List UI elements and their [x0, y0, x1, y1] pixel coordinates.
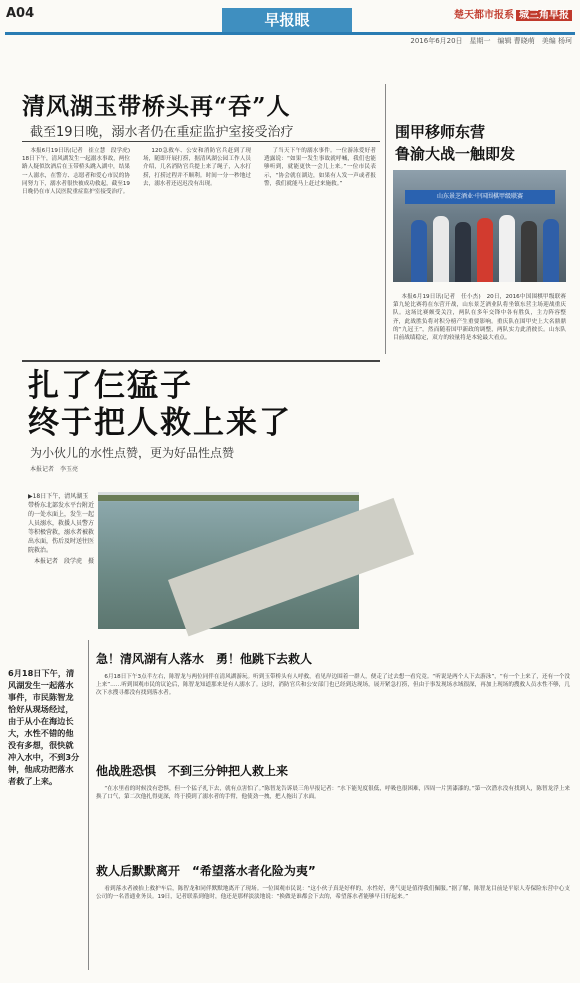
lead-column-1: 本报6月19日讯(记者 崔立慧 段学虎) 18日下午，清风湖发生一起溺水事故，两位路人疑似饮酒后在玉带桥头跳入湖中，结果一人溺水，在警方、志愿者和爱心市民的协同努力下，溺水者很快被成功救起，截至19日晚仍在市人民医院重症监护室接受治疗。 — [22, 148, 136, 196]
dateline: 2016年6月20日 星期一 编辑 曹晓萌 美编 杨珂 — [410, 37, 572, 45]
side-headline-line-2: 鲁渝大战一触即发 — [395, 145, 516, 163]
masthead — [0, 0, 580, 32]
section-heading: 救人后默默离开 “希望落水者化险为夷” — [96, 864, 316, 878]
side-headline-line-1: 围甲移师东营 — [395, 123, 486, 141]
section-heading: 急！清风湖有人落水 勇！他跳下去救人 — [96, 652, 313, 666]
section-body: 6月18日下午3点半左右，陈智龙与两位同伴在清风湖游玩。听到玉带桥头有人呼救，看见岸边围着一群人，便走了过去想一看究竟。“听说是两个人下去游泳”，“有一个上来了，还有一个没上来”……听到围观市民的议论后，陈智龙知道那来是有人溺水了。这时，消防官兵和公安部门也已经到达现场，展开紧急打捞，但由于事发现场水域很深，再加上现场的搜救人员水性不够，几次下水搜寻都没有找到落水者。 — [96, 674, 570, 697]
side-article-body: 本报6月19日讯(记者 任小杰) 20日，2016中国围棋甲级联赛第九轮比赛将在东营开战，山东景芝酒业队将坐镇东营主场迎战重庆队。这场比赛颇受关注，两队在多年交锋中各有胜负，主力阵容整齐，此战胜负将对积分榜产生重要影响。重庆队在围甲史上大名鼎鼎的“九冠王”，然而随着国甲新政的调整，两队实力此消彼长。山东队目前战绩稳定，双方的较量将是本轮最大看点。 — [393, 294, 566, 342]
lead-subheadline: 截至19日晚，溺水者仍在重症监护室接受治疗 — [30, 125, 294, 140]
story-section-3 — [96, 862, 570, 977]
feature-headline — [28, 368, 292, 442]
divider — [22, 360, 380, 362]
feature-subheadline: 为小伙儿的水性点赞，更为好品性点赞 — [30, 446, 235, 460]
team-photo — [393, 170, 566, 282]
lead-column-2: 120急救车、公安和消防官兵赶到了现场，随即开展打捞，据清风湖公园工作人员介绍，几名消防官兵提上来了绳子，入水打捞，打捞过程并不顺利。时间一分一秒地过去，溺水者还迟迟没有出现。 — [143, 148, 251, 187]
column-divider — [88, 640, 89, 970]
left-summary: 6月18日下午，清风湖发生一起落水事件，市民陈智龙恰好从现场经过，由于从小在海边长大，水性不错的他没有多想，很快就冲入水中，不到3分钟，他成功把落水者救了上来。 — [8, 668, 80, 786]
page-number: A04 — [6, 6, 35, 21]
photo-caption-text: ▶18日下午，清风湖玉带桥东北部发水平台附近的一处水面上，发生一起人员溺水，救援人员警方等积极营救，溺水者被救出水面，伤后及时送往医院救治。 — [28, 493, 95, 554]
column-divider — [385, 84, 386, 354]
lead-column-3: 了当天下午的溺水事件。一位游泳爱好者透露说：“如果一发生事故就呼喊，我们也能够听到，就能更快一会儿上来。”一位市民表示，“协会就在湖边，如果有人发一声或者报警，我们就能马上赶过来施救。” — [264, 148, 376, 187]
masthead-rule — [5, 32, 575, 35]
story-section-2 — [96, 762, 570, 845]
brand-name: 楚天都市报系 — [454, 10, 514, 21]
lead-headline: 清风湖玉带桥头再“吞”人 — [22, 93, 291, 120]
story-section-1 — [96, 650, 570, 761]
photo-treeline — [98, 495, 359, 501]
feature-byline: 本报记者 李玉亮 — [30, 466, 79, 473]
section-body: 看到落水者被抬上救护车后，陈智龙和同伴默默地离开了现场。一位围观市民说：“这小伙子真是好样的，水性好，勇气更是值得我们佩服。”据了解，陈智龙目前是平原人寿保险东营中心支公司的一名普通业务员。19日，记者联系到他时，他还是那样淡淡地说：“换做是谁都会下去的，希望落水者能够早日好起来。” — [96, 886, 570, 901]
lake-photo — [98, 492, 359, 629]
photo-pier — [168, 498, 414, 636]
brand-tag: 城三角早报 — [516, 10, 572, 21]
brand-logo — [454, 6, 572, 21]
section-body: “在水里看的时候没有恐惧，但一个猛子扎下去，就有点害怕了。”陈智龙告诉晨三角早报记者：“水下能见度很低，呼吸也很困难，四周一片黑漆漆的。”第一次潜水没有找到人，陈智龙浮上来换了口气，第二次他扎得更深，终于摸到了溺水者的手臂，他使劲一拽，把人拖出了水面。 — [96, 786, 570, 801]
divider — [22, 141, 380, 142]
section-title: 早报眼 — [222, 8, 352, 32]
feature-headline-line-1: 扎了仨猛子 — [28, 368, 193, 404]
photo-credit: 本报记者 段学虎 摄 — [33, 558, 94, 565]
side-headline — [395, 121, 515, 165]
feature-headline-line-2: 终于把人救上来了 — [28, 405, 292, 441]
photo-caption — [28, 492, 94, 566]
photo-banner: 山东景芝酒业·中国围棋甲级联赛 — [405, 190, 555, 204]
section-heading: 他战胜恐惧 不到三分钟把人救上来 — [96, 764, 289, 778]
